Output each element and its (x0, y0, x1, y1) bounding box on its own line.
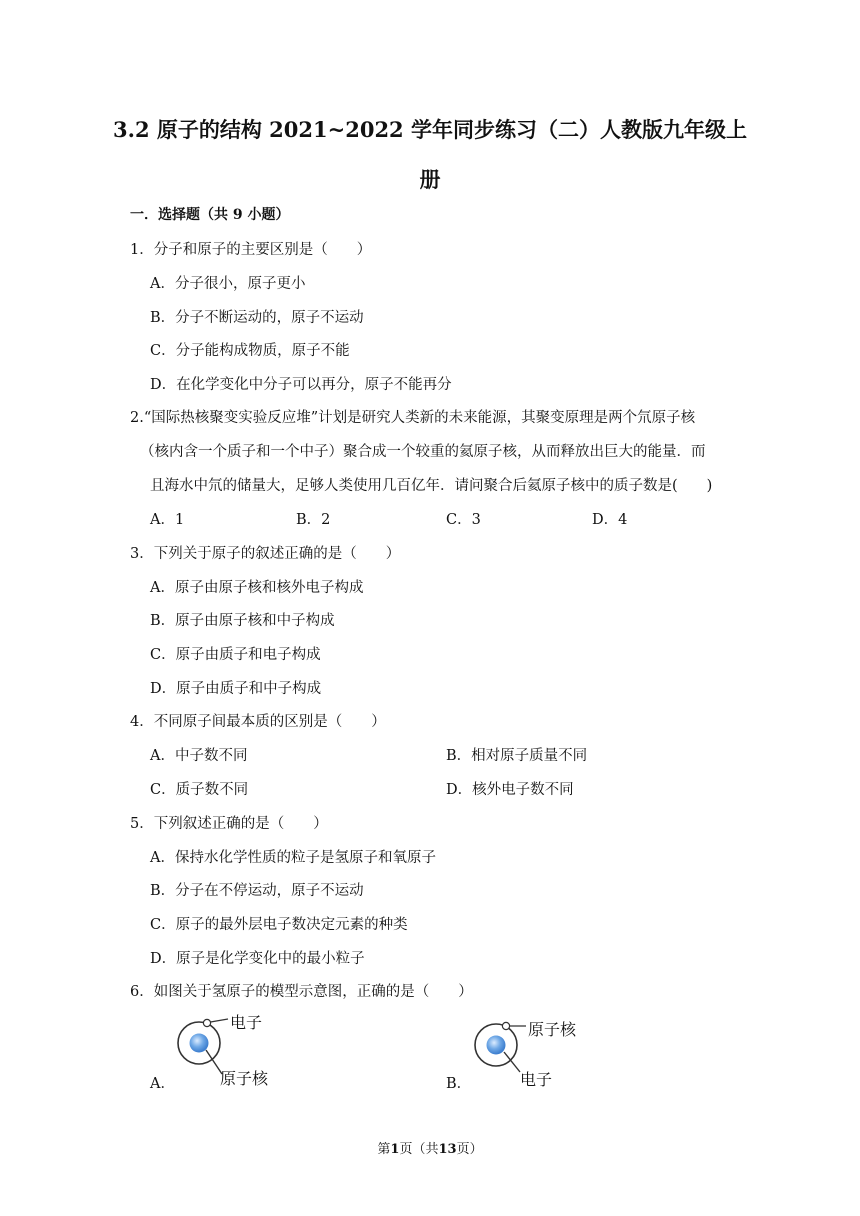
question-3-option-d: D．原子由质子和中子构成 (150, 681, 322, 697)
question-3-option-c: C．原子由质子和电子构成 (150, 647, 321, 663)
question-3-option-b: B．原子由原子核和中子构成 (150, 613, 335, 629)
question-4-stem: 4．不同原子间最本质的区别是（ ） (130, 714, 386, 730)
page-footer (0, 1138, 860, 1157)
question-4-option-a: A．中子数不同 (150, 748, 248, 764)
footer-suffix: 页） (456, 1142, 483, 1157)
diagram-b-nucleus-label: 原子核 (528, 1020, 577, 1039)
question-4-option-d: D．核外电子数不同 (446, 782, 574, 798)
question-2-option-d: D．4 (592, 512, 628, 528)
question-2-line-1: 2.“国际热核聚变实验反应堆”计划是研究人类新的未来能源，其聚变原理是两个氘原子核 (130, 410, 696, 426)
question-2-option-c: C．3 (446, 512, 481, 528)
question-5-option-b: B．分子在不停运动，原子不运动 (150, 883, 364, 899)
question-1-option-c: C．分子能构成物质，原子不能 (150, 343, 350, 359)
question-5-option-d: D．原子是化学变化中的最小粒子 (150, 951, 365, 967)
question-6-stem: 6．如图关于氢原子的模型示意图，正确的是（ ） (130, 984, 473, 1000)
diagram-a-electron-label: 电子 (230, 1013, 263, 1032)
question-4-option-b: B．相对原子质量不同 (446, 748, 588, 764)
question-3-stem: 3．下列关于原子的叙述正确的是（ ） (130, 546, 401, 562)
question-5-option-a: A．保持水化学性质的粒子是氢原子和氧原子 (150, 850, 436, 866)
question-6-option-b-label: B． (446, 1076, 472, 1092)
footer-mid: 页（共 (399, 1142, 439, 1157)
question-6-option-a-label: A． (150, 1076, 175, 1092)
section-heading: 一．选择题（共 9 小题） (130, 207, 290, 223)
question-2-option-b: B．2 (296, 512, 331, 528)
question-2-line-2: （核内含一个质子和一个中子）聚合成一个较重的氦原子核，从而释放出巨大的能量．而 (140, 444, 706, 460)
question-1-stem: 1．分子和原子的主要区别是（ ） (130, 242, 372, 258)
question-1-option-b: B．分子不断运动的，原子不运动 (150, 310, 364, 326)
question-5-option-c: C．原子的最外层电子数决定元素的种类 (150, 917, 408, 933)
title-line-1: 3.2 原子的结构 2021~2022 学年同步练习（二）人教版九年级上 (113, 117, 747, 142)
title-line-2: 册 (419, 167, 441, 192)
footer-prefix: 第 (377, 1142, 391, 1157)
question-1-option-a: A．分子很小，原子更小 (150, 276, 306, 292)
question-2-line-3: 且海水中氘的储量大，足够人类使用几百亿年．请问聚合后氦原子核中的质子数是( ) (150, 478, 713, 494)
question-1-option-d: D．在化学变化中分子可以再分，原子不能再分 (150, 377, 452, 393)
question-2-option-a: A．1 (150, 512, 185, 528)
question-5-stem: 5．下列叙述正确的是（ ） (130, 816, 328, 832)
question-3-option-a: A．原子由原子核和核外电子构成 (150, 580, 364, 596)
diagram-a-nucleus-label: 原子核 (220, 1069, 269, 1088)
hydrogen-atom-diagram-b (466, 1010, 606, 1094)
footer-total-pages: 13 (438, 1142, 457, 1157)
footer-page-number: 1 (390, 1142, 400, 1157)
hydrogen-atom-diagram-a (170, 1006, 310, 1094)
diagram-b-electron-label: 电子 (520, 1070, 553, 1089)
page-title (100, 105, 760, 205)
question-4-option-c: C．质子数不同 (150, 782, 249, 798)
